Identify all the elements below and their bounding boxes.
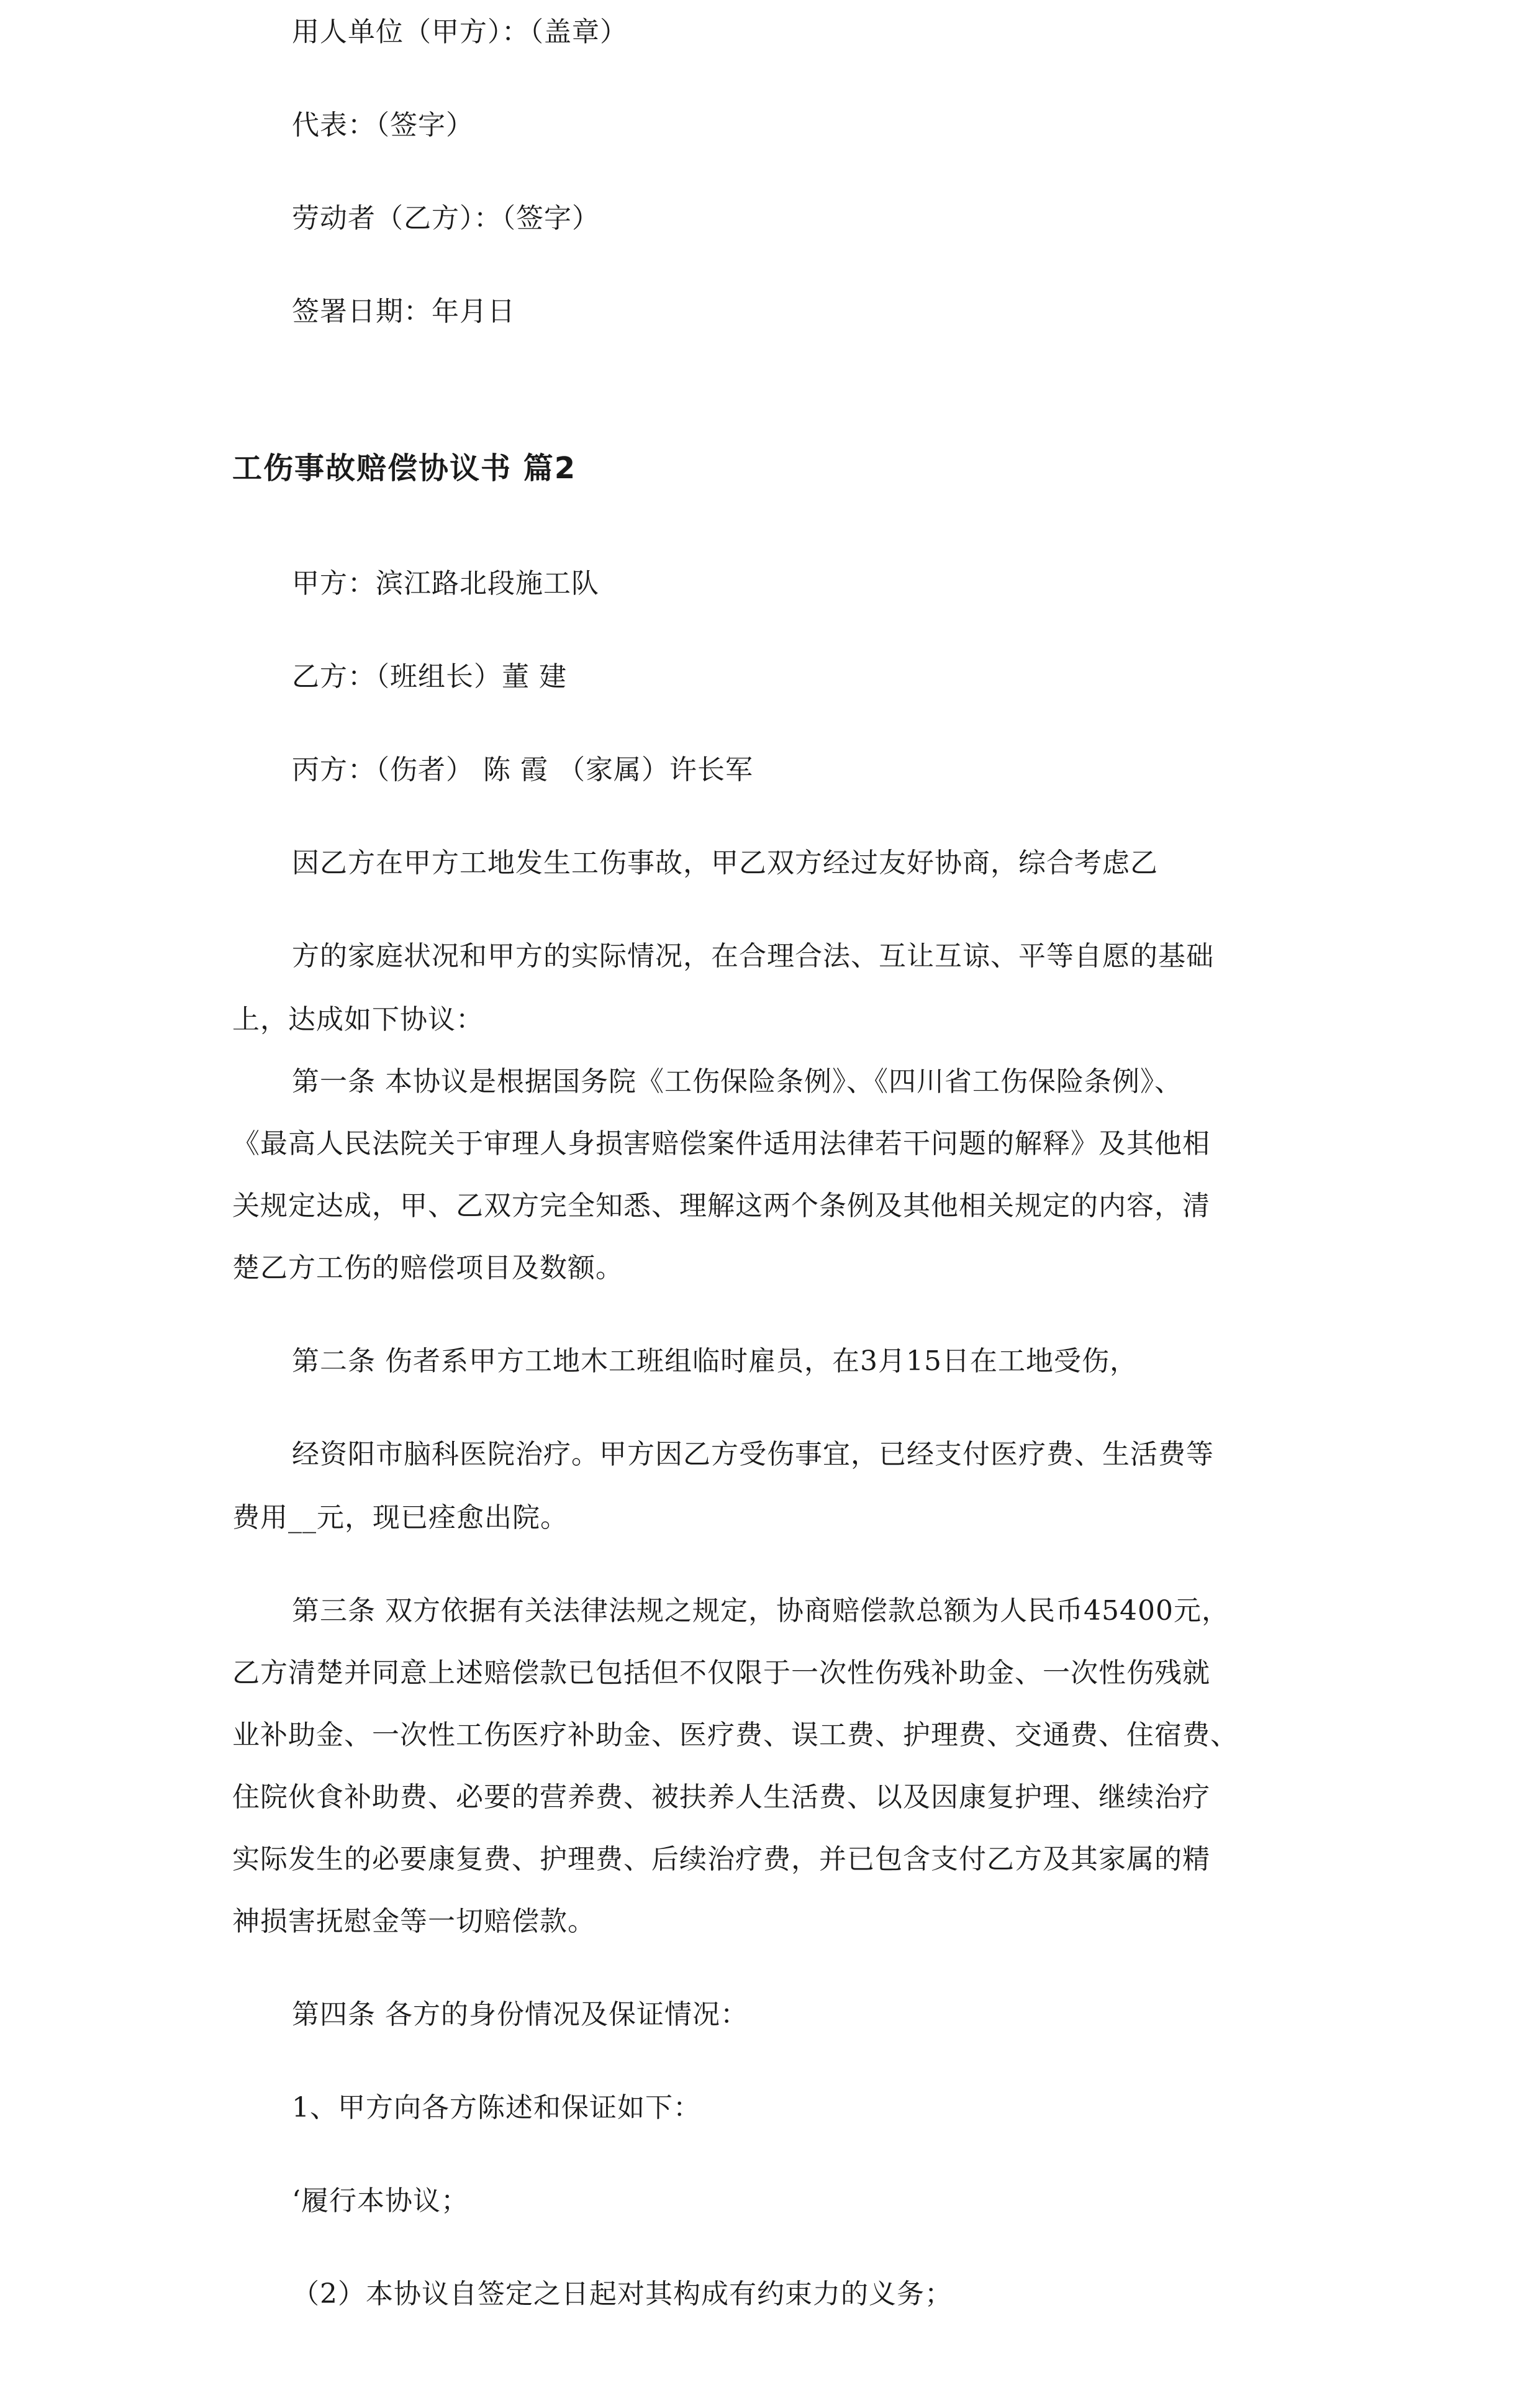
- section-title: 工伤事故赔偿协议书 篇2: [232, 451, 577, 486]
- article3-line-6: 神损害抚慰金等一切赔偿款。: [232, 1906, 596, 1937]
- employer-signature-line: 用人单位（甲方）：（盖章）: [292, 16, 628, 48]
- article3-line-4: 住院伙食补助费、必要的营养费、被扶养人生活费、以及因康复护理、继续治疗: [232, 1781, 1210, 1813]
- intro-line-3: 上，达成如下协议：: [232, 1004, 484, 1035]
- party-b-line: 乙方：（班组长）董 建: [292, 661, 567, 693]
- article3-line-5: 实际发生的必要康复费、护理费、后续治疗费，并已包含支付乙方及其家属的精: [232, 1843, 1210, 1875]
- article2-line-2: 经资阳市脑科医院治疗。甲方因乙方受伤事宜，已经支付医疗费、生活费等: [292, 1438, 1214, 1470]
- intro-line-2: 方的家庭状况和甲方的实际情况，在合理合法、互让互谅、平等自愿的基础: [292, 940, 1214, 972]
- representative-signature-line: 代表：（签字）: [292, 109, 474, 141]
- article4-line-4: （2）本协议自签定之日起对其构成有约束力的义务；: [292, 2278, 953, 2310]
- article1-line-2: 《最高人民法院关于审理人身损害赔偿案件适用法律若干问题的解释》及其他相: [232, 1128, 1210, 1160]
- signing-date-line: 签署日期：年月日: [292, 296, 515, 327]
- article3-line-3: 业补助金、一次性工伤医疗补助金、医疗费、误工费、护理费、交通费、住宿费、: [232, 1719, 1238, 1751]
- article4-line-2: 1、甲方向各方陈述和保证如下：: [292, 2092, 701, 2124]
- party-a-line: 甲方：滨江路北段施工队: [292, 568, 599, 599]
- article2-line-1: 第二条 伤者系甲方工地木工班组临时雇员，在3月15日在工地受伤，: [292, 1345, 1138, 1377]
- article4-line-3: ‘履行本协议；: [292, 2185, 469, 2217]
- article3-line-2: 乙方清楚并同意上述赔偿款已包括但不仅限于一次性伤残补助金、一次性伤残就: [232, 1657, 1210, 1689]
- article1-line-1: 第一条 本协议是根据国务院《工伤保险条例》、《四川省工伤保险条例》、: [292, 1066, 1182, 1097]
- article3-line-1: 第三条 双方依据有关法律法规之规定，协商赔偿款总额为人民币45400元，: [292, 1595, 1230, 1627]
- worker-signature-line: 劳动者（乙方）：（签字）: [292, 202, 600, 234]
- article4-line-1: 第四条 各方的身份情况及保证情况：: [292, 1999, 748, 2030]
- article1-line-4: 楚乙方工伤的赔偿项目及数额。: [232, 1252, 623, 1284]
- party-c-line: 丙方：（伤者） 陈 霞 （家属）许长军: [292, 754, 753, 786]
- article1-line-3: 关规定达成，甲、乙双方完全知悉、理解这两个条例及其他相关规定的内容，清: [232, 1190, 1210, 1222]
- intro-line-1: 因乙方在甲方工地发生工伤事故，甲乙双方经过友好协商，综合考虑乙: [292, 847, 1158, 879]
- article2-line-3: 费用__元，现已痊愈出院。: [232, 1502, 568, 1533]
